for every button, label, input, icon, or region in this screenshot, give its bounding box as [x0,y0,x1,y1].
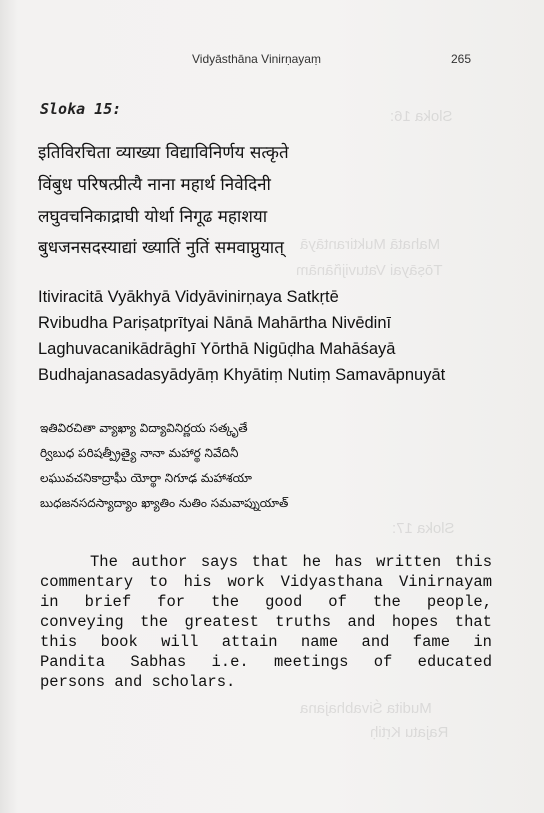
transliteration-line: Laghuvacanikādrāghī Yōrthā Nigūḍha Mahāśayā [38,340,396,358]
devanagari-line: बुधजनसदस्याद्यां ख्यातिं नुतिं समवाप्नुयात् [38,238,284,258]
page-number: 265 [451,52,472,66]
show-through-text: Sloka 16: [390,108,453,125]
devanagari-line: विंबुध परिषत्प्रीत्यै नाना महार्थ निवेदिनी [38,175,271,195]
commentary-line: in brief for the good of the people, [40,593,492,611]
commentary-line: Pandita Sabhas i.e. meetings of educated [40,653,492,671]
show-through-text: Mudita Śivabhajana [300,700,432,717]
transliteration-line: Budhajanasadasyādyāṃ Khyātiṃ Nutiṃ Samavāpnuyāt [38,366,446,384]
commentary-line: persons and scholars. [40,673,236,691]
devanagari-line: इतिविरचिता व्याख्या विद्याविनिर्णय सत्कृते [38,143,289,163]
commentary-line: this book will attain name and fame in [40,633,492,651]
transliteration-line: Rvibudha Pariṣatprītyai Nānā Mahārtha Nivēdinī [38,314,392,332]
show-through-text: Rajatu Kṛtiḥ [370,724,449,741]
telugu-line: లఘువచనికాద్రాఘీ యోర్థా నిగూఢ మహాశయా [40,471,252,485]
transliteration-line: Itiviracitā Vyākhyā Vidyāvinirṇaya Satkṛtē [38,288,339,306]
telugu-line: ర్విబుధ పరిషత్ప్రీత్యై నానా మహార్థ నివేదినీ [40,446,239,460]
telugu-line: ఇతివిరచితా వ్యాఖ్యా విద్యావినిర్ణయ సత్కృతే [40,421,248,435]
sloka-heading: Sloka 15: [40,100,122,118]
show-through-text: Sloka 17: [392,520,455,537]
commentary-line: commentary to his work Vidyasthana Vinirnayam [40,573,492,591]
running-header-title: Vidyāsthāna Vinirṇayaṃ [192,52,321,66]
commentary-paragraph [40,552,492,692]
commentary-line: The author says that he has written this [90,553,492,571]
telugu-line: బుధజనసదస్యాద్యాం ఖ్యాతిం నుతిం సమవాప్నుయాత్ [40,496,289,510]
commentary-line: conveying the greatest truths and hopes that [40,613,492,631]
devanagari-line: लघुवचनिकाद्राघी योर्था निगूढ महाशया [38,207,268,227]
show-through-text: Mahatā Muktirantāyā [300,236,441,253]
show-through-text: Tōṣāyai Vatuvijñānām [296,262,443,279]
